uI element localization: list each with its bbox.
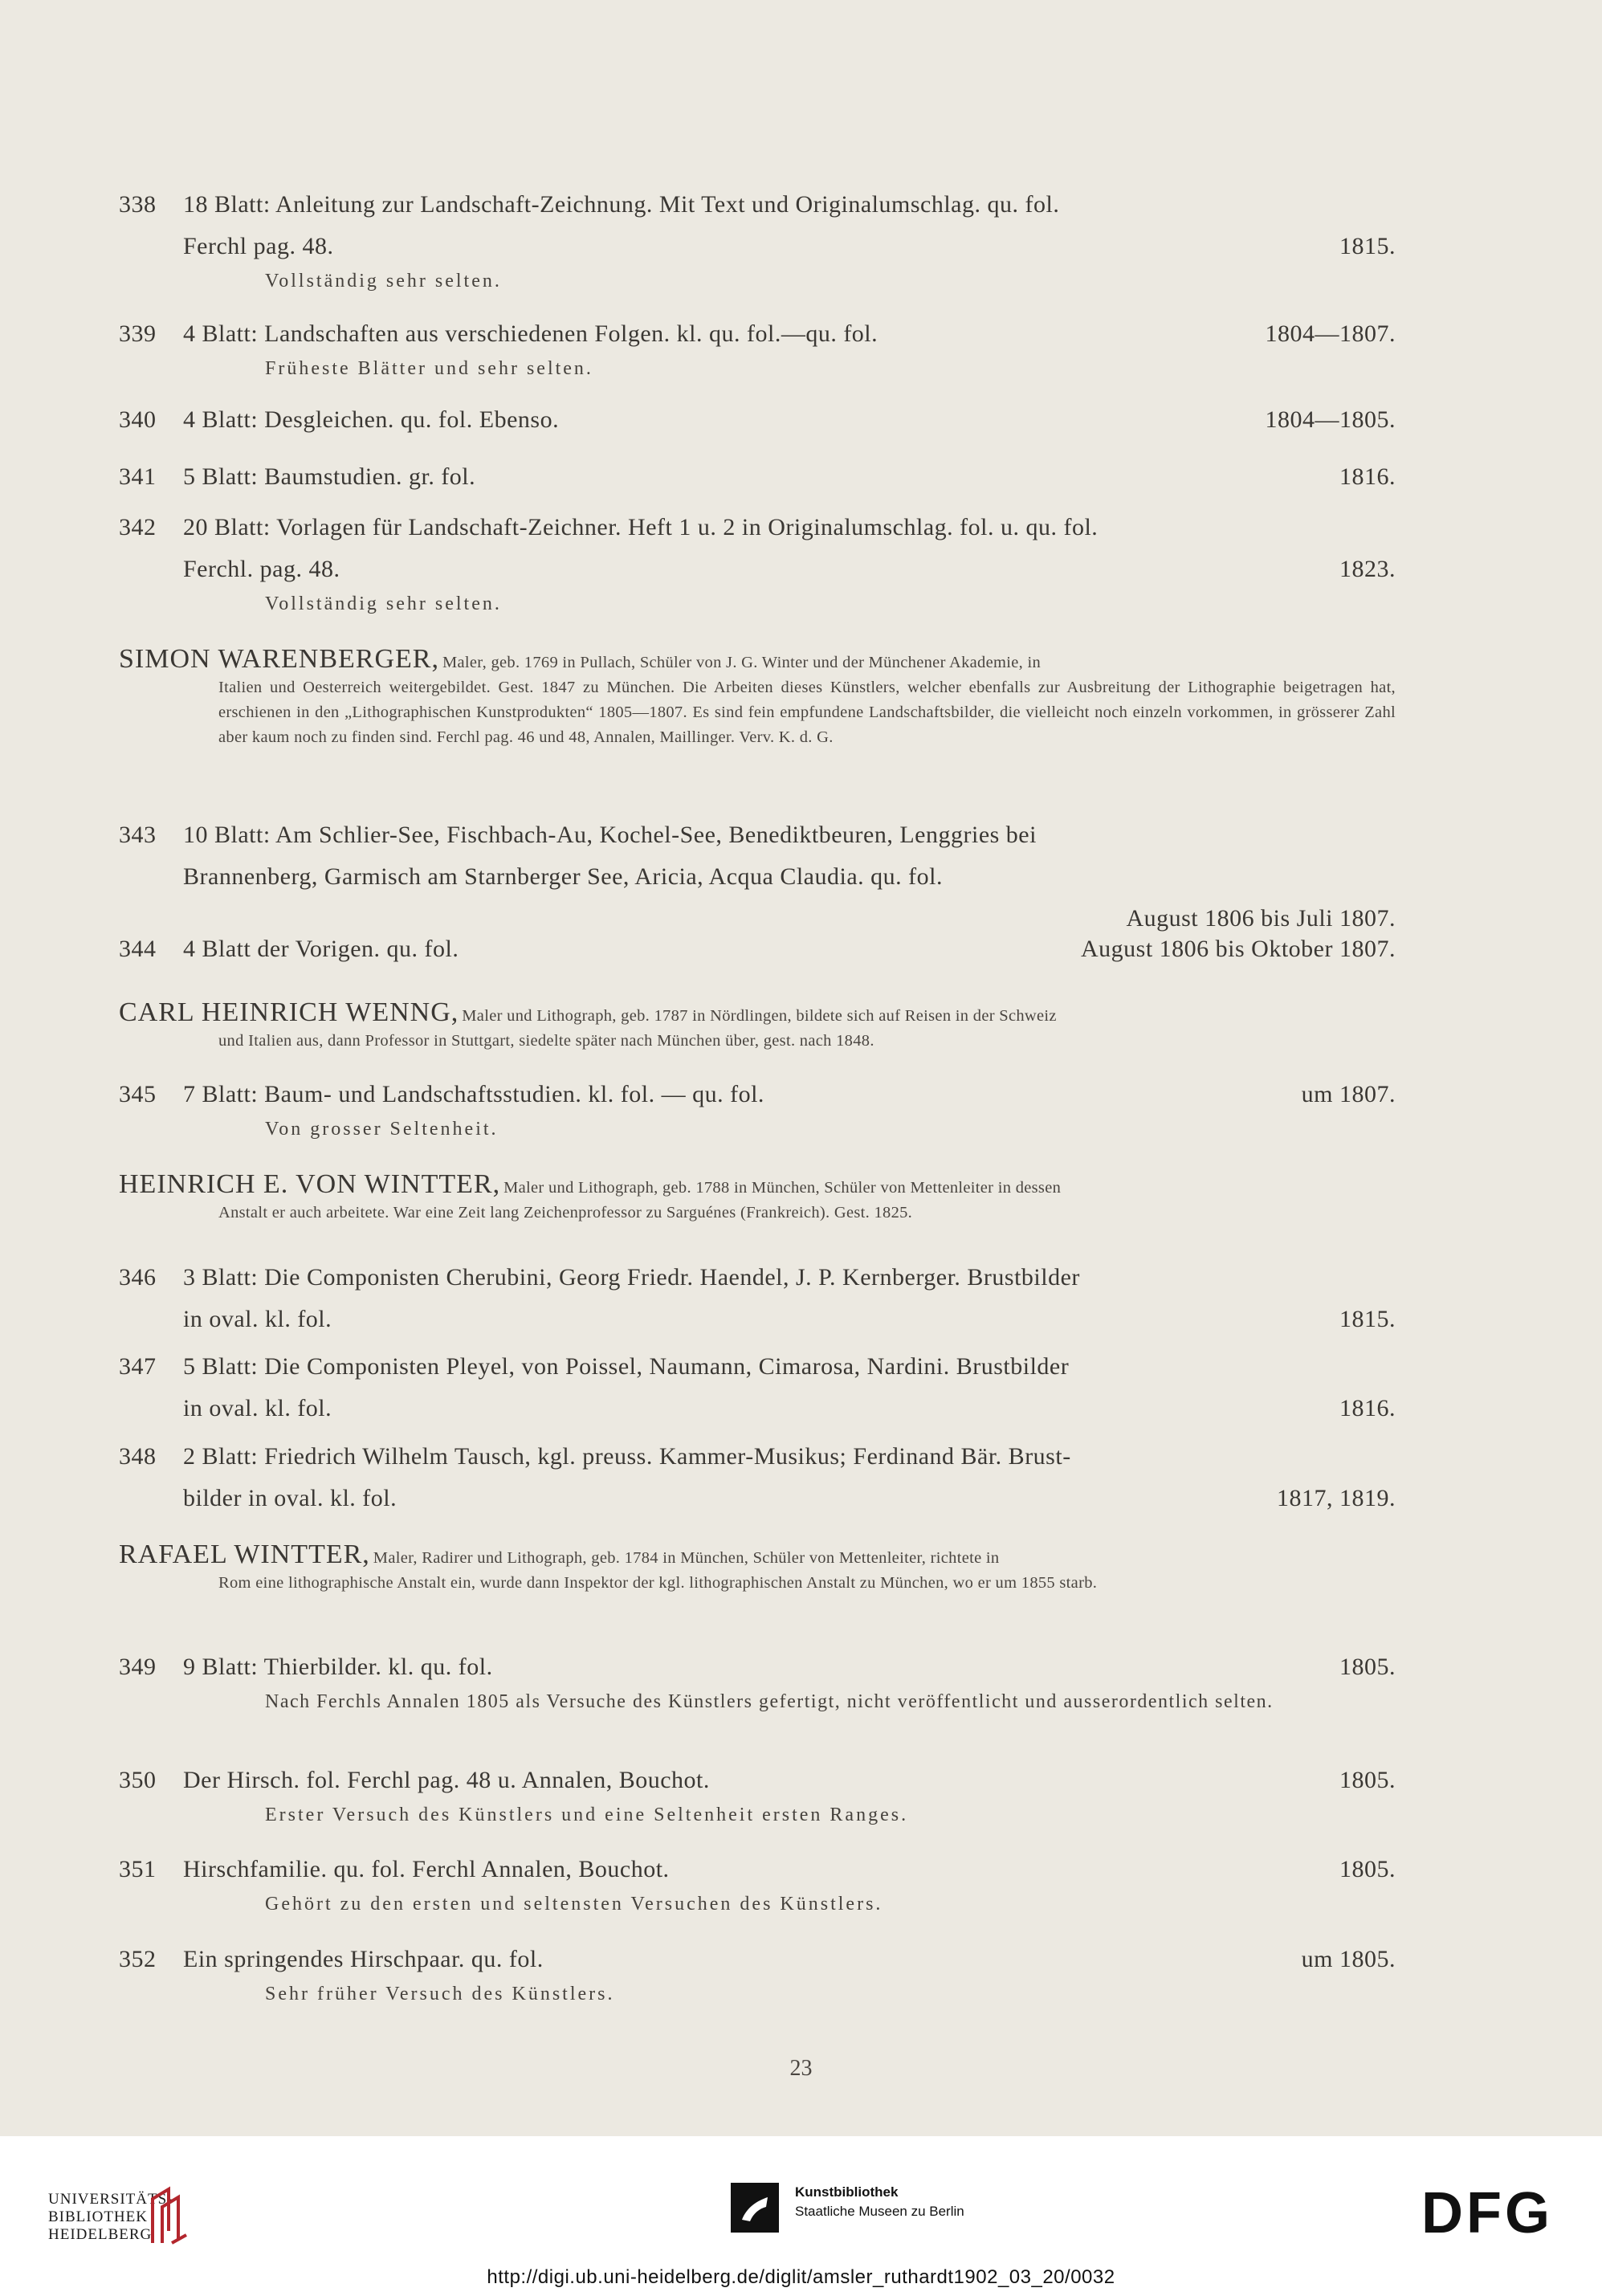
artist-heading-r-wintter <box>119 1540 1396 1596</box>
catalog-entry-341 <box>119 456 1396 498</box>
catalog-entry-342 <box>119 507 1396 618</box>
catalog-entry-339 <box>119 313 1396 382</box>
entry-date: 1804—1807. <box>1265 320 1396 347</box>
dfg-logo: DFG <box>1421 2181 1553 2245</box>
artist-name: RAFAEL WINTTER, <box>119 1540 370 1569</box>
catalog-entry-349 <box>119 1646 1396 1715</box>
entry-date: August 1806 bis Oktober 1807. <box>1081 936 1396 962</box>
artist-heading-warenberger <box>119 644 1396 750</box>
kunstbibliothek-emblem-icon <box>731 2183 779 2233</box>
entry-title-line: 2 Blatt: Friedrich Wilhelm Tausch, kgl. preuss. Kammer-Musikus; Ferdinand Bär. Brust- <box>183 1443 1071 1470</box>
entry-title-line: 4 Blatt der Vorigen. qu. fol. August 1806 bis Oktober 1807. <box>183 928 1396 970</box>
entry-title-line: 10 Blatt: Am Schlier-See, Fischbach-Au, Kochel-See, Benediktbeuren, Lenggries bei <box>183 822 1037 848</box>
entry-date: August 1806 bis Juli 1807. <box>1126 905 1396 932</box>
entry-number: 347 <box>119 1353 157 1380</box>
catalog-entry-351 <box>119 1849 1396 1918</box>
entry-number: 338 <box>119 191 157 218</box>
page-number: 23 <box>789 2056 813 2081</box>
entry-title-line: 5 Blatt: Die Componisten Pleyel, von Poissel, Naumann, Cimarosa, Nardini. Brustbilder <box>183 1353 1070 1380</box>
catalog-entry-347 <box>119 1346 1396 1429</box>
catalog-entry-352 <box>119 1939 1396 2008</box>
catalog-entry-343 <box>119 814 1396 940</box>
entry-number: 340 <box>119 406 157 433</box>
entry-date: 1805. <box>1339 1654 1396 1680</box>
artist-bio: und Italien aus, dann Professor in Stuttgart, siedelte später nach München über, gest. nach 1848. <box>218 1032 874 1050</box>
entry-date: 1805. <box>1339 1856 1396 1882</box>
entry-title-line: 18 Blatt: Anleitung zur Landschaft-Zeichnung. Mit Text und Originalumschlag. qu. fol. <box>183 191 1060 218</box>
catalog-entry-346 <box>119 1257 1396 1340</box>
entry-title-line: Der Hirsch. fol. Ferchl pag. 48 u. Annalen, Bouchot. 1805. <box>183 1760 1396 1801</box>
entry-note: Vollständig sehr selten. <box>265 271 502 292</box>
catalog-entry-350 <box>119 1760 1396 1829</box>
entry-note: Gehört zu den ersten und seltensten Versuchen des Künstlers. <box>265 1894 883 1915</box>
entry-number: 345 <box>119 1081 157 1107</box>
artist-heading-h-wintter <box>119 1169 1396 1225</box>
entry-date: um 1805. <box>1301 1946 1396 1972</box>
digitization-footer <box>0 2136 1602 2296</box>
entry-date: 1815. <box>1339 233 1396 259</box>
entry-number: 348 <box>119 1443 157 1470</box>
entry-title-line: 4 Blatt: Landschaften aus verschiedenen Folgen. kl. qu. fol.—qu. fol. 1804—1807. <box>183 313 1396 355</box>
entry-title-line: 7 Blatt: Baum- und Landschaftsstudien. kl. fol. — qu. fol. um 1807. <box>183 1074 1396 1115</box>
entry-title-line: 3 Blatt: Die Componisten Cherubini, Georg Friedr. Haendel, J. P. Kernberger. Brustbilder <box>183 1264 1080 1291</box>
artist-bio: Anstalt er auch arbeitete. War eine Zeit lang Zeichenprofessor zu Sarguénes (Frankreich). Gest. 1825. <box>218 1204 913 1221</box>
entry-number: 339 <box>119 320 157 347</box>
entry-second-line: in oval. kl. fol. 1816. <box>183 1388 1396 1429</box>
artist-bio-first: Maler und Lithograph, geb. 1787 in Nördlingen, bildete sich auf Reisen in der Schweiz <box>462 1007 1057 1025</box>
artist-name: HEINRICH E. VON WINTTER, <box>119 1169 501 1199</box>
artist-name: SIMON WARENBERGER, <box>119 644 439 674</box>
entry-date: um 1807. <box>1301 1081 1396 1107</box>
heidelberg-logo-mark-icon <box>145 2183 193 2247</box>
entry-note: Sehr früher Versuch des Künstlers. <box>265 1984 615 2004</box>
entry-date: 1823. <box>1339 556 1396 582</box>
artist-bio: Rom eine lithographische Anstalt ein, wurde dann Inspektor der kgl. lithographischen Anstalt zu München, wo er um 1855 starb. <box>218 1574 1098 1592</box>
entry-number: 342 <box>119 514 157 540</box>
entry-title-line: 20 Blatt: Vorlagen für Landschaft-Zeichner. Heft 1 u. 2 in Originalumschlag. fol. u. qu. fol. <box>183 514 1099 540</box>
entry-date: 1816. <box>1339 463 1396 490</box>
entry-number: 351 <box>119 1856 157 1882</box>
catalog-entry-345 <box>119 1074 1396 1143</box>
entry-number: 341 <box>119 463 157 490</box>
entry-date: 1815. <box>1339 1306 1396 1332</box>
entry-title-line: 9 Blatt: Thierbilder. kl. qu. fol. 1805. <box>183 1646 1396 1688</box>
entry-second-line: Ferchl. pag. 48. 1823. <box>183 549 1396 590</box>
entry-number: 349 <box>119 1654 157 1680</box>
catalog-entry-344 <box>119 928 1396 970</box>
source-url[interactable]: http://digi.ub.uni-heidelberg.de/diglit/amsler_ruthardt1902_03_20/0032 <box>487 2266 1115 2288</box>
heidelberg-university-library-logo: UNIVERSITÄTS- BIBLIOTHEK HEIDELBERG <box>48 2191 173 2243</box>
entry-date: 1817, 1819. <box>1277 1485 1396 1511</box>
entry-number: 344 <box>119 936 157 962</box>
entry-number: 343 <box>119 822 157 848</box>
artist-heading-wenng <box>119 997 1396 1054</box>
entry-title-line: Hirschfamilie. qu. fol. Ferchl Annalen, Bouchot. 1805. <box>183 1849 1396 1890</box>
entry-note: Vollständig sehr selten. <box>265 593 502 614</box>
catalog-entry-348 <box>119 1436 1396 1519</box>
entry-date: 1805. <box>1339 1767 1396 1793</box>
entry-number: 346 <box>119 1264 157 1291</box>
artist-bio-first: Maler, geb. 1769 in Pullach, Schüler von J. G. Winter und der Münchener Akademie, in <box>442 654 1042 671</box>
artist-name: CARL HEINRICH WENNG, <box>119 997 459 1027</box>
entry-second-line: bilder in oval. kl. fol. 1817, 1819. <box>183 1478 1396 1519</box>
entry-second-line: Brannenberg, Garmisch am Starnberger See, Aricia, Acqua Claudia. qu. fol. <box>183 863 943 890</box>
entry-title-line: Ein springendes Hirschpaar. qu. fol. um 1805. <box>183 1939 1396 1980</box>
entry-note: Früheste Blätter und sehr selten. <box>265 358 593 379</box>
catalog-entry-338 <box>119 184 1396 295</box>
catalog-entry-340 <box>119 399 1396 441</box>
entry-second-line: in oval. kl. fol. 1815. <box>183 1299 1396 1340</box>
entry-note: Von grosser Seltenheit. <box>265 1119 499 1140</box>
entry-title-line: 5 Blatt: Baumstudien. gr. fol. 1816. <box>183 456 1396 498</box>
entry-date: 1816. <box>1339 1395 1396 1421</box>
kunstbibliothek-logo: Kunstbibliothek Staatliche Museen zu Berlin <box>731 2183 779 2237</box>
artist-bio-first: Maler und Lithograph, geb. 1788 in München, Schüler von Mettenleiter in dessen <box>503 1179 1062 1197</box>
entry-second-line: Ferchl pag. 48. 1815. <box>183 226 1396 267</box>
entry-note: Nach Ferchls Annalen 1805 als Versuche des Künstlers gefertigt, nicht veröffentlicht und ausserordentlich selten. <box>265 1691 1274 1712</box>
entry-date: 1804—1805. <box>1265 406 1396 433</box>
artist-bio: Italien und Oesterreich weitergebildet. Gest. 1847 zu München. Die Arbeiten dieses Künstlers, welcher ebenfalls zur Ausbreitung der Lithographie beigetragen hat, erschienen in den „Lithographischen Kunstprodukten“ 1805—1807. Es sind fein empfundene Landschaftsbilder, die vielleicht noch einzeln vorkommen, in grösserer Zahl aber kaum noch zu finden sind. Ferchl pag. 46 und 48, Annalen, Maillinger. Verv. K. d. G. <box>218 679 1396 746</box>
entry-number: 350 <box>119 1767 157 1793</box>
artist-bio-first: Maler, Radirer und Lithograph, geb. 1784 in München, Schüler von Mettenleiter, richtete in <box>373 1549 1000 1567</box>
entry-note: Erster Versuch des Künstlers und eine Seltenheit ersten Ranges. <box>265 1805 909 1825</box>
entry-number: 352 <box>119 1946 157 1972</box>
entry-title-line: 4 Blatt: Desgleichen. qu. fol. Ebenso. 1804—1805. <box>183 399 1396 441</box>
